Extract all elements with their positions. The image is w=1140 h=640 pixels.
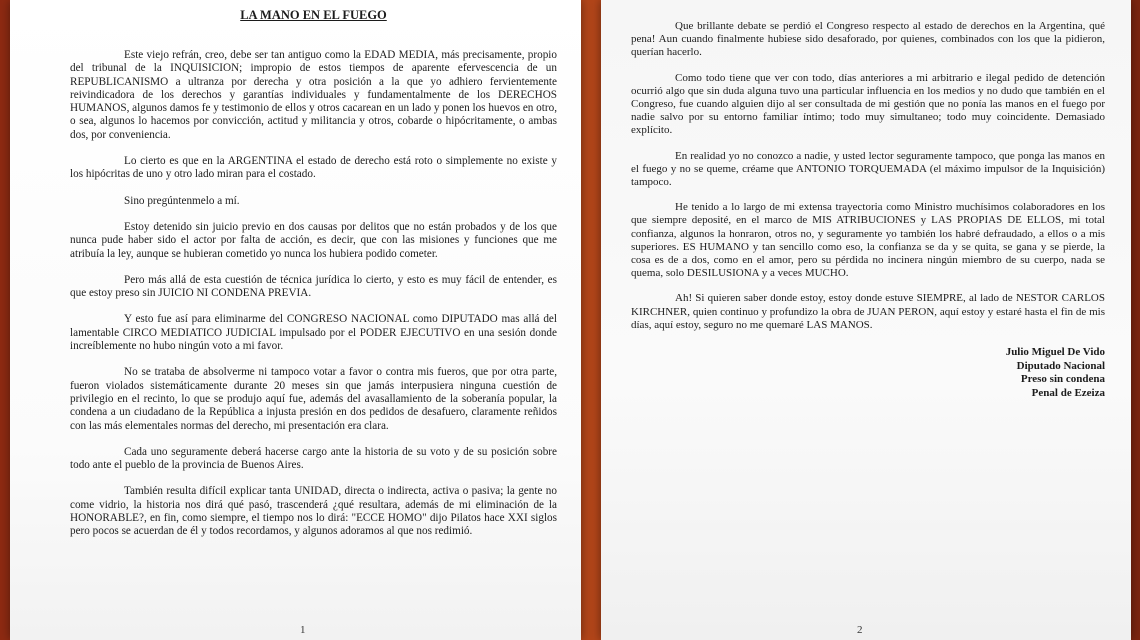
paragraph: Ah! Si quieren saber donde estoy, estoy donde estuve SIEMPRE, al lado de NESTOR CARLOS KIRCHNER, quien continuo y profundizo la obra de JUAN PERON, aquí estoy y estaré hasta el fin de mis días, aquí estoy, seguro no me quemaré LAS MANOS.	[631, 292, 1105, 331]
paragraph: Sino pregúntenmelo a mí.	[124, 194, 240, 207]
page-number: 1	[300, 624, 306, 636]
paragraph: Cada uno seguramente deberá hacerse cargo ante la historia de su voto y de su posición sobre todo ante el pueblo de la provincia de Buenos Aires.	[70, 445, 557, 472]
paragraph: En realidad yo no conozco a nadie, y usted lector seguramente tampoco, que ponga las manos en el fuego y no se queme, créame que ANTONIO TORQUEMADA (el máximo impulsor de la Inquisición) tampoco.	[631, 149, 1105, 189]
paragraph: Y esto fue así para eliminarme del CONGRESO NACIONAL como DIPUTADO mas allá del lamentable CIRCO MEDIATICO JUDICIAL impulsado por el PODER EJECUTIVO en una sesión donde increíblemente no hubo ningún voto a mi favor.	[70, 313, 557, 353]
page-number: 2	[857, 624, 863, 636]
paragraph: Como todo tiene que ver con todo, días anteriores a mi arbitrario e ilegal pedido de detención ocurrió algo que sin duda alguna tuvo una particular influencia en los medios y no dudo que también en el Congreso, fue cuando alguien dijo al ser consultada de mi gestión que no ponía las manos en el fuego por nadie salvo por su entorno familiar íntimo; todo muy simultaneo; todo muy coincidente. Demasiado explícito.	[631, 71, 1105, 137]
signature-status: Preso sin condena	[1020, 373, 1105, 386]
document-title: LA MANO EN EL FUEGO	[240, 8, 387, 22]
paragraph: También resulta difícil explicar tanta UNIDAD, directa o indirecta, activa o pasiva; la gente no come vidrio, la historia nos dirá qué pasó, trascenderá ¿qué resultara, además de mi eliminación de la HONORABLE?, en fin, como siempre, el tiempo nos lo dirá: "ECCE HOMO" dijo Pilatos hace XXI siglos pero pocos se acuerdan de él y todos recordamos, y algunos adoramos al que nos redimió.	[70, 485, 557, 538]
signature-name: Julio Miguel De Vido	[1005, 346, 1105, 359]
paragraph: Este viejo refrán, creo, debe ser tan antiguo como la EDAD MEDIA, más precisamente, propio del tribunal de la INQUISICION; impropio de estos tiempos de aparente efervescencia de un REPUBLICANISMO a ultranza por derecha y otra posición a la que yo adhiero fervientemente reivindicadora de los derechos y garantías individuales y fundamentalmente de los DERECHOS HUMANOS, algunos damos fe y testimonio de ellos y otros cacarean en un lado y ponen los huevos en otro, o sea, algunos lo hacemos por convicción, actitud y militancia y otros, cobarde o hipócritamente, o ambas dos, por conveniencia.	[70, 49, 557, 141]
paragraph: He tenido a lo largo de mi extensa trayectoria como Ministro muchísimos colaboradores en los que siempre deposité, en el marco de MIS ATRIBUCIONES y LAS PROPIAS DE ELLOS, mi total confianza, algunos la honraron, otros no, y seguramente yo también los habré defraudado, a ellos o a mis superiores. ES HUMANO y tan sencillo como eso, la confianza se da y se quita, se gana y se pierde, la cosa es de a dos, como en el amor, pero su pérdida no incinera ningún miembro de su cuerpo, nada se quema, solo DESILUSIONA y a veces MUCHO.	[631, 201, 1105, 280]
paragraph: Lo cierto es que en la ARGENTINA el estado de derecho está roto o simplemente no existe y los hipócritas de uno y otro lado miran para el costado.	[70, 155, 557, 181]
paragraph: No se trataba de absolverme ni tampoco votar a favor o contra mis fueros, que por otra parte, fueron violados sistemáticamente durante 20 meses sin que jamás interpusiera ninguna cuestión de privilegio en el recinto, lo que se produjo aquí fue, además del avasallamiento de la soberanía popular, la condena a un ciudadano de la República a injusta presión en dos pedidos de desafuero, claramente reñidos con las más elementales normas del derecho, mi presentación era clara.	[70, 366, 557, 432]
document-page-1	[10, 0, 581, 640]
signature-role: Diputado Nacional	[1016, 359, 1105, 372]
signature-block	[631, 346, 1105, 400]
paragraph: Estoy detenido sin juicio previo en dos causas por delitos que no están probados y de los que nunca pude haber sido el actor por falta de acción, es decir, que con las misiones y funciones que me atribuía la ley, aunque se hubieran cometido yo nunca los hubiera podido cometer.	[70, 220, 557, 260]
paragraph: Pero más allá de esta cuestión de técnica jurídica lo cierto, y esto es muy fácil de entender, es que estoy preso sin JUICIO NI CONDENA PREVIA.	[70, 273, 557, 300]
document-page-2	[601, 0, 1131, 640]
signature-location: Penal de Ezeiza	[1031, 386, 1105, 399]
paragraph: Que brillante debate se perdió el Congreso respecto al estado de derechos en la Argentina, qué pena! Aun cuando finalmente hubiese sido desaforado, por quienes, combinados con los que la pidieron, querían hacerlo.	[631, 20, 1105, 59]
